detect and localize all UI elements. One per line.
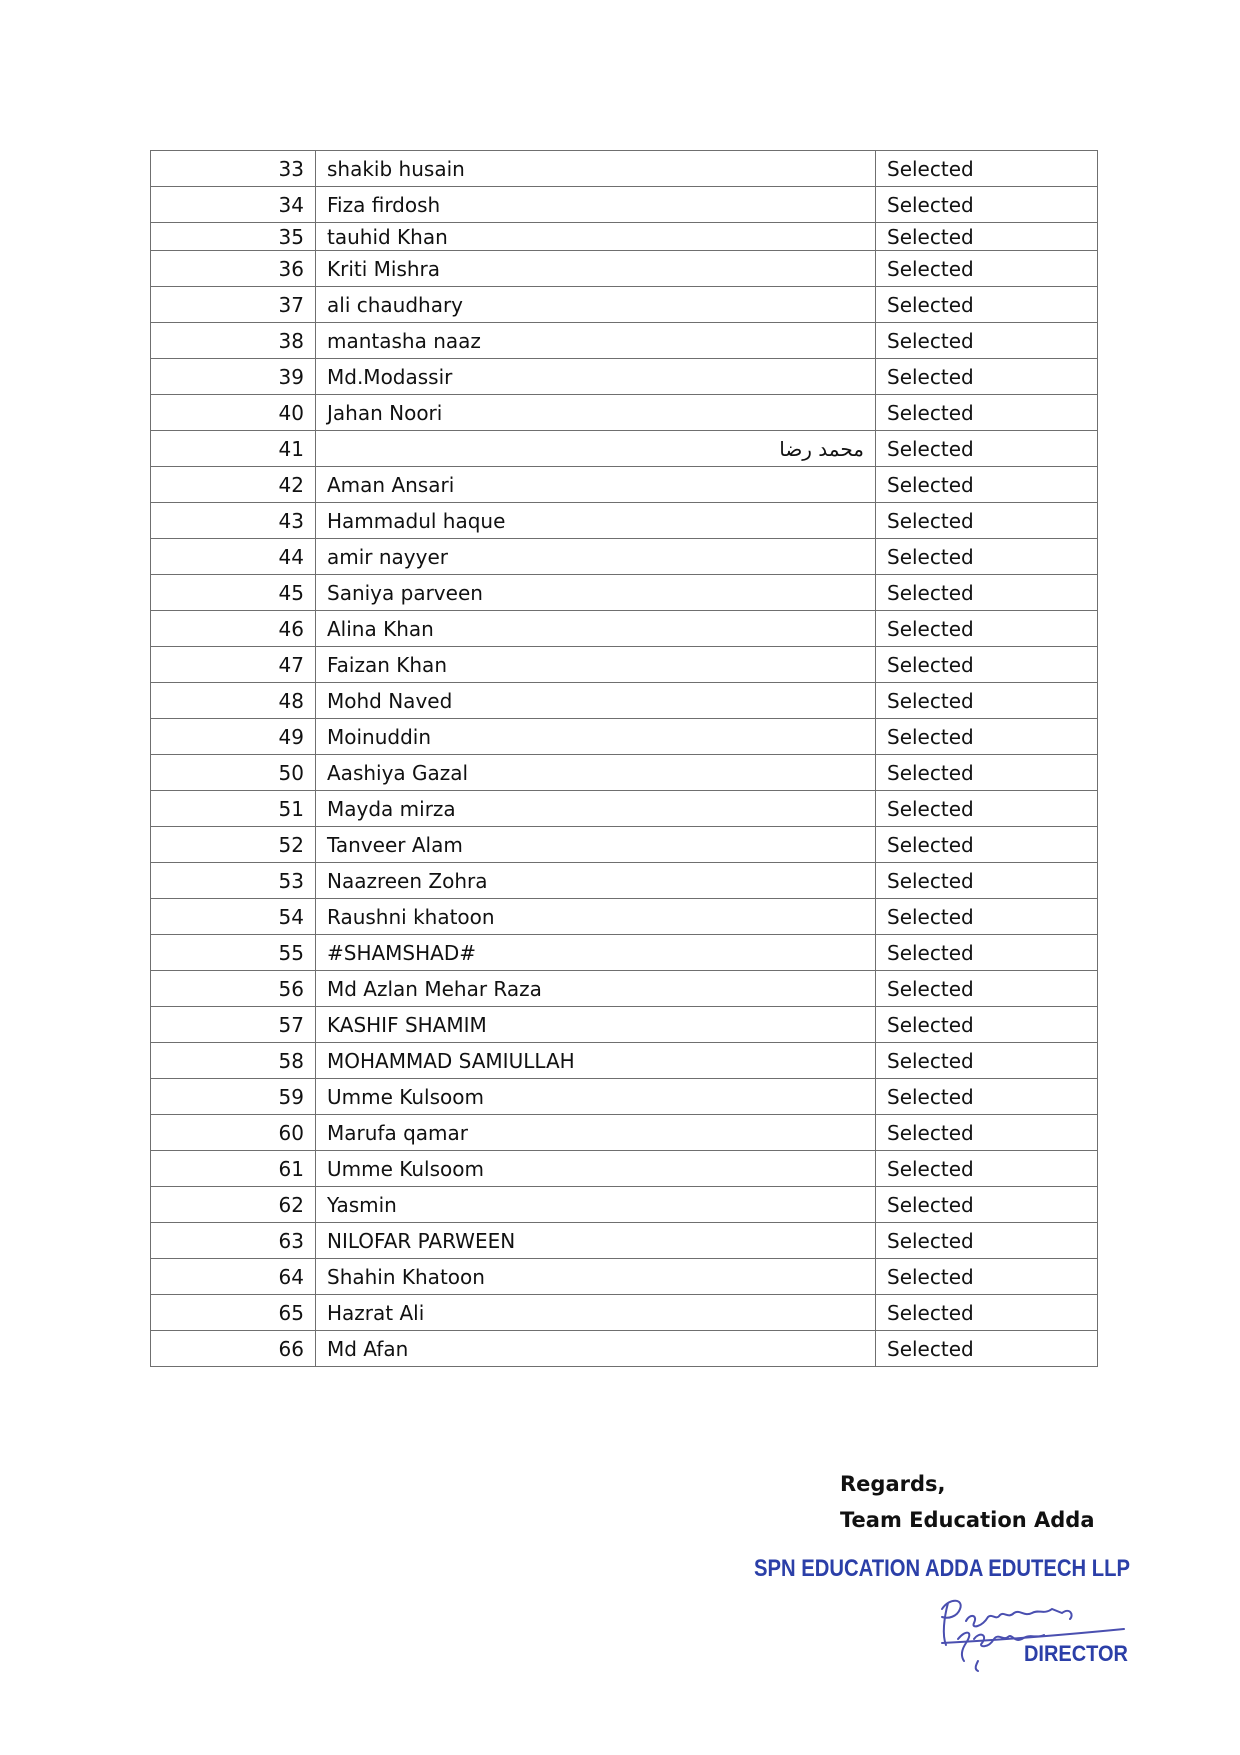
table-row [151, 611, 1098, 647]
selection-status-cell: Selected [876, 647, 1098, 683]
serial-number-cell: 34 [151, 187, 316, 223]
table-row [151, 647, 1098, 683]
candidate-name-cell: Aashiya Gazal [316, 755, 876, 791]
selection-status-cell: Selected [876, 1259, 1098, 1295]
serial-number-cell: 38 [151, 323, 316, 359]
serial-number-cell: 41 [151, 431, 316, 467]
selection-status-cell: Selected [876, 395, 1098, 431]
serial-number-cell: 60 [151, 1115, 316, 1151]
candidate-name-cell: Moinuddin [316, 719, 876, 755]
candidate-name-cell: Naazreen Zohra [316, 863, 876, 899]
candidate-name-cell: shakib husain [316, 151, 876, 187]
candidate-name-cell: Md Azlan Mehar Raza [316, 971, 876, 1007]
selection-status-cell: Selected [876, 1187, 1098, 1223]
selection-status-cell: Selected [876, 611, 1098, 647]
table-row [151, 1259, 1098, 1295]
selection-status-cell: Selected [876, 1331, 1098, 1367]
selection-status-cell: Selected [876, 467, 1098, 503]
candidate-name-cell: KASHIF SHAMIM [316, 1007, 876, 1043]
serial-number-cell: 42 [151, 467, 316, 503]
serial-number-cell: 47 [151, 647, 316, 683]
selection-status-cell: Selected [876, 431, 1098, 467]
candidate-name-cell: Tanveer Alam [316, 827, 876, 863]
table-row [151, 467, 1098, 503]
candidate-name-cell: Mayda mirza [316, 791, 876, 827]
serial-number-cell: 45 [151, 575, 316, 611]
serial-number-cell: 65 [151, 1295, 316, 1331]
selection-status-cell: Selected [876, 683, 1098, 719]
serial-number-cell: 59 [151, 1079, 316, 1115]
selection-status-cell: Selected [876, 935, 1098, 971]
candidate-name-cell: Faizan Khan [316, 647, 876, 683]
selection-status-cell: Selected [876, 539, 1098, 575]
selection-status-cell: Selected [876, 287, 1098, 323]
table-row [151, 539, 1098, 575]
selection-status-cell: Selected [876, 863, 1098, 899]
table-row [151, 683, 1098, 719]
table-row [151, 187, 1098, 223]
table-row [151, 251, 1098, 287]
table-row [151, 287, 1098, 323]
candidate-name-cell: amir nayyer [316, 539, 876, 575]
candidate-name-cell: Alina Khan [316, 611, 876, 647]
candidate-name-cell: Shahin Khatoon [316, 1259, 876, 1295]
selection-status-cell: Selected [876, 1007, 1098, 1043]
candidate-name-cell: Hazrat Ali [316, 1295, 876, 1331]
serial-number-cell: 66 [151, 1331, 316, 1367]
candidate-name-cell: mantasha naaz [316, 323, 876, 359]
table-row [151, 719, 1098, 755]
candidate-name-cell: Hammadul haque [316, 503, 876, 539]
candidate-name-cell: Saniya parveen [316, 575, 876, 611]
serial-number-cell: 43 [151, 503, 316, 539]
table-row [151, 1151, 1098, 1187]
table-row [151, 151, 1098, 187]
candidate-name-cell: Jahan Noori [316, 395, 876, 431]
signoff-block [840, 1466, 1095, 1538]
table-row [151, 899, 1098, 935]
selection-status-cell: Selected [876, 755, 1098, 791]
company-stamp-graphic [752, 1543, 1142, 1673]
candidate-name-cell: Kriti Mishra [316, 251, 876, 287]
candidate-name-cell: Mohd Naved [316, 683, 876, 719]
selection-status-cell: Selected [876, 503, 1098, 539]
candidate-name-cell: NILOFAR PARWEEN [316, 1223, 876, 1259]
table-row [151, 1043, 1098, 1079]
candidate-name-cell: محمد رضا [316, 431, 876, 467]
serial-number-cell: 55 [151, 935, 316, 971]
selection-status-cell: Selected [876, 151, 1098, 187]
table-row [151, 359, 1098, 395]
selection-status-cell: Selected [876, 1295, 1098, 1331]
table-row [151, 827, 1098, 863]
candidate-name-cell: Marufa qamar [316, 1115, 876, 1151]
serial-number-cell: 35 [151, 223, 316, 251]
selection-status-cell: Selected [876, 827, 1098, 863]
candidate-name-cell: Aman Ansari [316, 467, 876, 503]
director-seal-and-signature [752, 1543, 1142, 1673]
table-row [151, 1187, 1098, 1223]
serial-number-cell: 54 [151, 899, 316, 935]
table-row [151, 395, 1098, 431]
candidate-name-cell: Umme Kulsoom [316, 1079, 876, 1115]
table-row [151, 863, 1098, 899]
selection-status-cell: Selected [876, 971, 1098, 1007]
serial-number-cell: 37 [151, 287, 316, 323]
serial-number-cell: 44 [151, 539, 316, 575]
candidate-name-cell: Yasmin [316, 1187, 876, 1223]
table-row [151, 1331, 1098, 1367]
serial-number-cell: 36 [151, 251, 316, 287]
serial-number-cell: 56 [151, 971, 316, 1007]
table-row [151, 223, 1098, 251]
table-row [151, 1007, 1098, 1043]
candidate-name-cell: Md.Modassir [316, 359, 876, 395]
candidate-name-cell: MOHAMMAD SAMIULLAH [316, 1043, 876, 1079]
selection-status-cell: Selected [876, 251, 1098, 287]
team-name-text: Team Education Adda [840, 1508, 1095, 1532]
selection-status-cell: Selected [876, 1043, 1098, 1079]
candidate-name-cell: #SHAMSHAD# [316, 935, 876, 971]
table-row [151, 971, 1098, 1007]
serial-number-cell: 52 [151, 827, 316, 863]
selection-status-cell: Selected [876, 223, 1098, 251]
table-row [151, 791, 1098, 827]
candidate-name-cell: tauhid Khan [316, 223, 876, 251]
selection-status-cell: Selected [876, 899, 1098, 935]
candidate-name-cell: Fiza firdosh [316, 187, 876, 223]
candidate-name-cell: Md Afan [316, 1331, 876, 1367]
selection-status-cell: Selected [876, 1223, 1098, 1259]
selection-status-cell: Selected [876, 1079, 1098, 1115]
candidate-name-cell: Umme Kulsoom [316, 1151, 876, 1187]
selection-results-table [150, 150, 1098, 1367]
selection-status-cell: Selected [876, 1115, 1098, 1151]
table-row [151, 1223, 1098, 1259]
table-row [151, 1295, 1098, 1331]
stamp-director-title: DIRECTOR [1024, 1641, 1129, 1666]
candidate-name-cell: ali chaudhary [316, 287, 876, 323]
table-row [151, 1115, 1098, 1151]
table-row [151, 935, 1098, 971]
serial-number-cell: 64 [151, 1259, 316, 1295]
table-row [151, 503, 1098, 539]
serial-number-cell: 40 [151, 395, 316, 431]
selection-status-cell: Selected [876, 791, 1098, 827]
serial-number-cell: 63 [151, 1223, 316, 1259]
table-row [151, 1079, 1098, 1115]
serial-number-cell: 53 [151, 863, 316, 899]
results-table-body [151, 151, 1098, 1367]
table-row [151, 755, 1098, 791]
table-row [151, 323, 1098, 359]
selection-status-cell: Selected [876, 575, 1098, 611]
serial-number-cell: 33 [151, 151, 316, 187]
serial-number-cell: 46 [151, 611, 316, 647]
serial-number-cell: 58 [151, 1043, 316, 1079]
table-row [151, 431, 1098, 467]
serial-number-cell: 48 [151, 683, 316, 719]
serial-number-cell: 61 [151, 1151, 316, 1187]
serial-number-cell: 51 [151, 791, 316, 827]
regards-text: Regards, [840, 1472, 946, 1496]
candidate-name-cell: Raushni khatoon [316, 899, 876, 935]
serial-number-cell: 57 [151, 1007, 316, 1043]
selection-status-cell: Selected [876, 359, 1098, 395]
selection-status-cell: Selected [876, 719, 1098, 755]
selection-status-cell: Selected [876, 187, 1098, 223]
stamp-company-name: SPN EDUCATION ADDA EDUTECH LLP [754, 1555, 1130, 1582]
serial-number-cell: 50 [151, 755, 316, 791]
serial-number-cell: 49 [151, 719, 316, 755]
table-row [151, 575, 1098, 611]
selection-status-cell: Selected [876, 323, 1098, 359]
selection-status-cell: Selected [876, 1151, 1098, 1187]
serial-number-cell: 39 [151, 359, 316, 395]
serial-number-cell: 62 [151, 1187, 316, 1223]
